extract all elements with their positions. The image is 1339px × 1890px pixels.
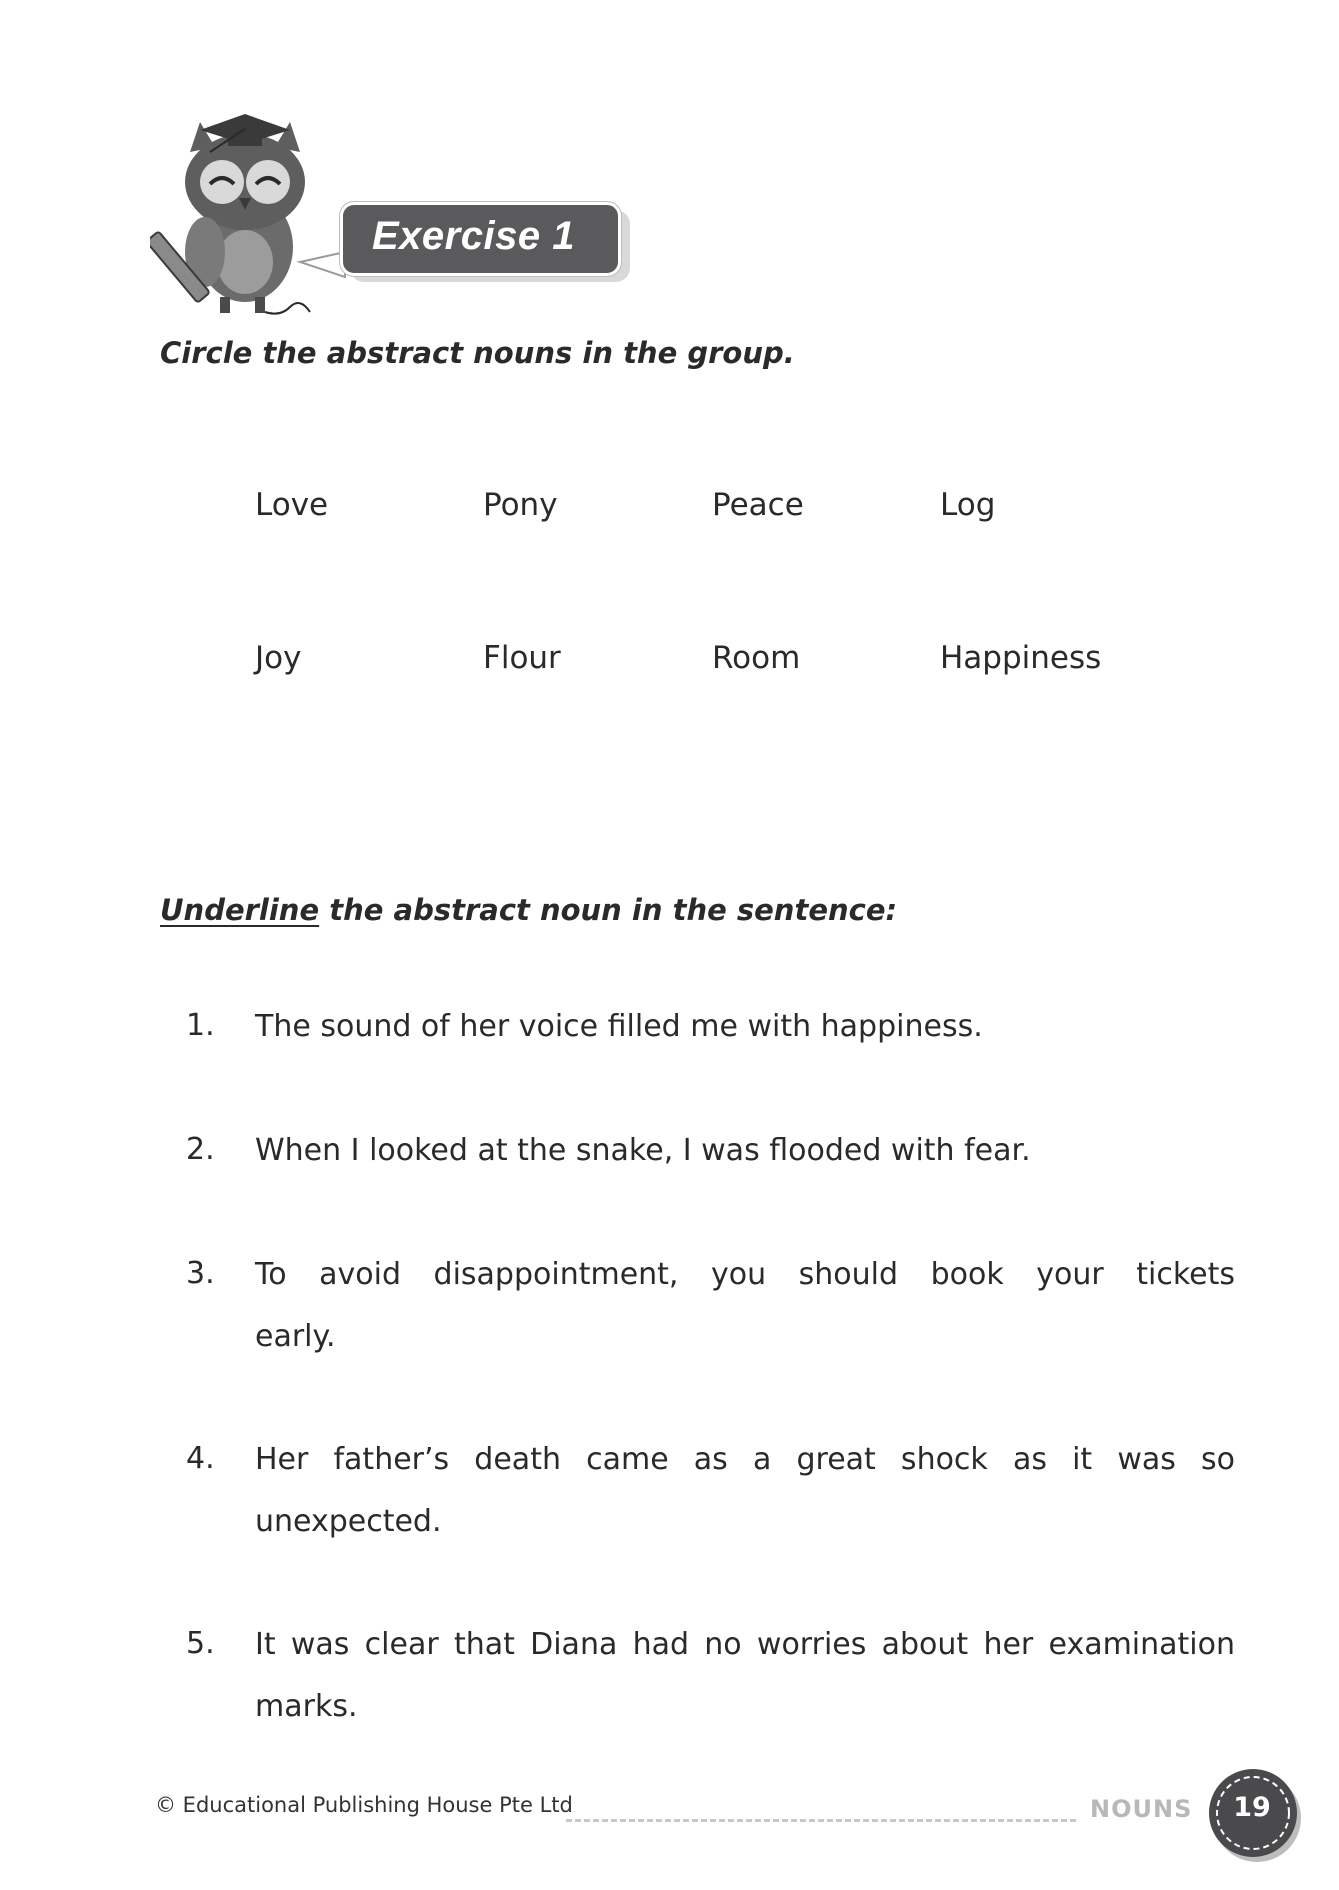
word-happiness[interactable]: Happiness — [940, 640, 1102, 676]
sentence-number: 2. — [186, 1132, 215, 1167]
word-love[interactable]: Love — [255, 487, 329, 523]
sentence-4-line2: unexpected. — [255, 1504, 442, 1539]
sentence-5[interactable] — [255, 1614, 1235, 1738]
sentence-number: 3. — [186, 1256, 215, 1291]
sentence-5-line1: It was clear that Diana had no worries about her examination — [255, 1627, 1235, 1662]
word-log[interactable]: Log — [940, 487, 996, 523]
sentence-4-line1: Her father’s death came as a great shock as it was so — [255, 1442, 1235, 1477]
page-number: 19 — [1233, 1792, 1271, 1823]
word-pony[interactable]: Pony — [483, 487, 558, 523]
word-joy[interactable]: Joy — [255, 640, 302, 676]
section2-instruction — [160, 893, 897, 927]
section2-instruction-rest: the abstract noun in the sentence: — [319, 893, 898, 927]
word-flour[interactable]: Flour — [483, 640, 561, 676]
sentence-1[interactable]: The sound of her voice filled me with happiness. — [255, 1009, 983, 1044]
sentence-5-line2: marks. — [255, 1689, 358, 1724]
footer-section-label: NOUNS — [1090, 1795, 1193, 1823]
sentence-number: 5. — [186, 1626, 215, 1661]
sentence-3-line2: early. — [255, 1319, 336, 1354]
owl-mascot-icon — [150, 112, 350, 322]
underline-keyword: Underline — [160, 893, 320, 927]
sentence-3[interactable] — [255, 1244, 1235, 1368]
exercise-title: Exercise 1 — [372, 214, 575, 258]
sentence-number: 1. — [186, 1008, 215, 1043]
sentence-3-line1: To avoid disappointment, you should book your tickets — [255, 1257, 1235, 1292]
sentence-number: 4. — [186, 1441, 215, 1476]
word-room[interactable]: Room — [712, 640, 801, 676]
copyright: © Educational Publishing House Pte Ltd — [155, 1793, 573, 1817]
sentence-4[interactable] — [255, 1429, 1235, 1553]
word-peace[interactable]: Peace — [712, 487, 804, 523]
section1-instruction: Circle the abstract nouns in the group. — [160, 336, 795, 370]
sentence-2[interactable]: When I looked at the snake, I was flooded with fear. — [255, 1133, 1031, 1168]
footer-dashed-divider — [566, 1819, 1076, 1822]
